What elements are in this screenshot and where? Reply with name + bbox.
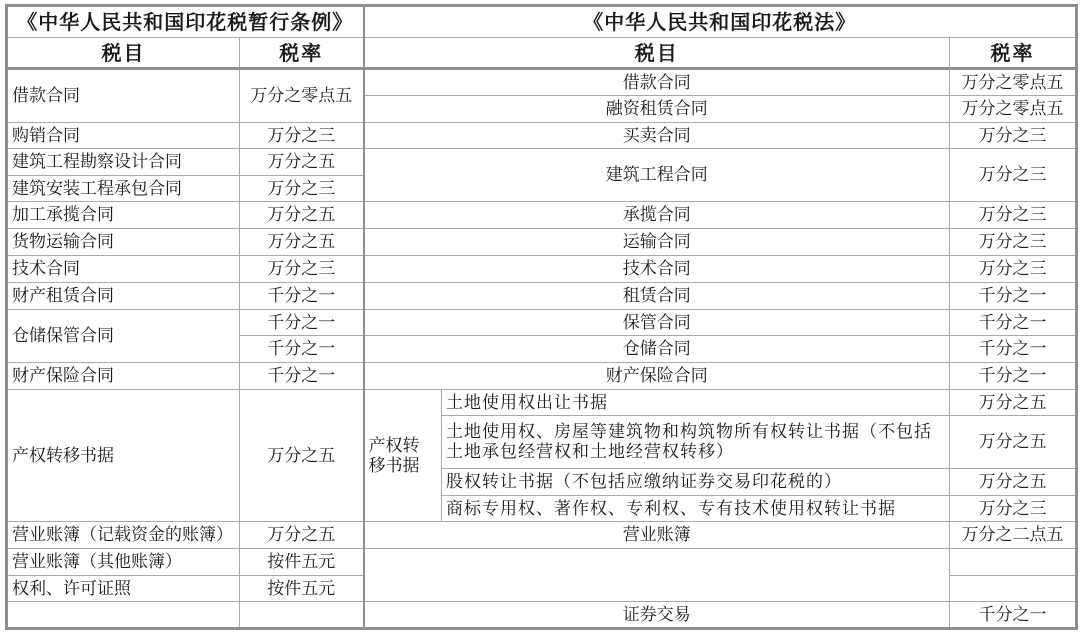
table-row (7, 229, 1077, 256)
old-item-rate: 万分之零点五 (240, 69, 364, 123)
old-item-rate: 千分之一 (240, 283, 364, 310)
new-subitem-name (442, 416, 950, 469)
old-item-name: 营业账簿（记载资金的账簿） (7, 522, 240, 549)
new-item-name: 证券交易 (364, 602, 950, 629)
old-item-name: 购销合同 (7, 123, 240, 149)
old-item-rate: 万分之五 (240, 390, 364, 522)
new-item-rate: 万分之三 (950, 496, 1077, 522)
empty-cell (950, 549, 1077, 576)
new-category-label: 产权转移书据 (368, 435, 420, 476)
new-item-rate: 万分之三 (950, 202, 1077, 229)
old-item-name: 货物运输合同 (7, 229, 240, 256)
old-item-name: 技术合同 (7, 256, 240, 283)
table-row (7, 149, 1077, 176)
new-item-name: 技术合同 (364, 256, 950, 283)
new-item-name: 租赁合同 (364, 283, 950, 310)
new-item-rate: 千分之一 (950, 310, 1077, 336)
empty-cell (7, 602, 240, 629)
table-row (7, 256, 1077, 283)
new-item-name: 借款合同 (364, 69, 950, 96)
old-item-name: 财产保险合同 (7, 363, 240, 390)
new-subitem-name-line: 土地承包经营权和土地经营权转移） (446, 442, 734, 462)
new-item-name: 财产保险合同 (364, 363, 950, 390)
old-item-rate: 万分之五 (240, 229, 364, 256)
new-rate-header: 税率 (950, 38, 1077, 69)
old-item-rate: 万分之五 (240, 522, 364, 549)
new-item-name: 保管合同 (364, 310, 950, 336)
table-row (7, 202, 1077, 229)
old-item-rate: 万分之三 (240, 176, 364, 202)
new-item-name: 承揽合同 (364, 202, 950, 229)
new-category-name (364, 390, 442, 522)
comparison-table (5, 4, 1078, 630)
old-item-rate: 万分之五 (240, 149, 364, 176)
old-rate-header: 税率 (240, 38, 364, 69)
new-item-header: 税目 (364, 38, 950, 69)
new-item-rate: 万分之五 (950, 390, 1077, 416)
new-item-rate: 万分之零点五 (950, 69, 1077, 96)
new-item-rate: 万分之五 (950, 416, 1077, 469)
new-law-title: 《中华人民共和国印花税法》 (364, 6, 1077, 38)
old-item-name: 营业账簿（其他账簿） (7, 549, 240, 576)
new-item-name: 建筑工程合同 (364, 149, 950, 202)
new-item-name: 运输合同 (364, 229, 950, 256)
new-item-name: 买卖合同 (364, 123, 950, 149)
new-item-rate: 万分之二点五 (950, 522, 1077, 549)
new-item-name: 仓储合同 (364, 336, 950, 363)
table-row (7, 69, 1077, 96)
new-item-rate: 万分之三 (950, 256, 1077, 283)
new-item-rate: 千分之一 (950, 336, 1077, 363)
table-row (7, 602, 1077, 629)
empty-cell (364, 549, 950, 602)
table-row (7, 123, 1077, 149)
table-row (7, 390, 1077, 416)
header-row (7, 38, 1077, 69)
new-item-rate: 万分之三 (950, 229, 1077, 256)
table-row (7, 310, 1077, 336)
empty-cell (950, 576, 1077, 602)
old-item-name: 权利、许可证照 (7, 576, 240, 602)
new-item-rate: 万分之三 (950, 123, 1077, 149)
old-item-rate: 千分之一 (240, 310, 364, 336)
table-row (7, 363, 1077, 390)
new-item-rate: 千分之一 (950, 363, 1077, 390)
old-item-rate: 万分之三 (240, 256, 364, 283)
new-subitem-name: 商标专用权、著作权、专利权、专有技术使用权转让书据 (442, 496, 950, 522)
old-item-name: 财产租赁合同 (7, 283, 240, 310)
old-law-title: 《中华人民共和国印花税暂行条例》 (7, 6, 364, 38)
old-item-name: 借款合同 (7, 69, 240, 123)
new-subitem-name-line: 土地使用权、房屋等建筑物和构筑物所有权转让书据（不包括 (446, 422, 932, 442)
new-item-name: 营业账簿 (364, 522, 950, 549)
new-item-rate: 千分之一 (950, 283, 1077, 310)
old-item-name: 建筑工程勘察设计合同 (7, 149, 240, 176)
table-body (7, 6, 1077, 629)
old-item-header: 税目 (7, 38, 240, 69)
new-subitem-name: 股权转让书据（不包括应缴纳证券交易印花税的） (442, 469, 950, 496)
old-item-rate: 按件五元 (240, 549, 364, 576)
old-item-name: 加工承揽合同 (7, 202, 240, 229)
new-item-rate: 千分之一 (950, 602, 1077, 629)
table-row (7, 522, 1077, 549)
old-item-rate: 千分之一 (240, 363, 364, 390)
old-item-rate: 千分之一 (240, 336, 364, 363)
old-item-name: 仓储保管合同 (7, 310, 240, 363)
old-item-name: 建筑安装工程承包合同 (7, 176, 240, 202)
new-item-name: 融资租赁合同 (364, 96, 950, 123)
table-row (7, 283, 1077, 310)
table-row (7, 549, 1077, 576)
old-item-name: 产权转移书据 (7, 390, 240, 522)
old-item-rate: 万分之五 (240, 202, 364, 229)
title-row (7, 6, 1077, 38)
empty-cell (240, 602, 364, 629)
new-item-rate: 万分之五 (950, 469, 1077, 496)
new-subitem-name: 土地使用权出让书据 (442, 390, 950, 416)
new-item-rate: 万分之三 (950, 149, 1077, 202)
old-item-rate: 万分之三 (240, 123, 364, 149)
old-item-rate: 按件五元 (240, 576, 364, 602)
new-item-rate: 万分之零点五 (950, 96, 1077, 123)
